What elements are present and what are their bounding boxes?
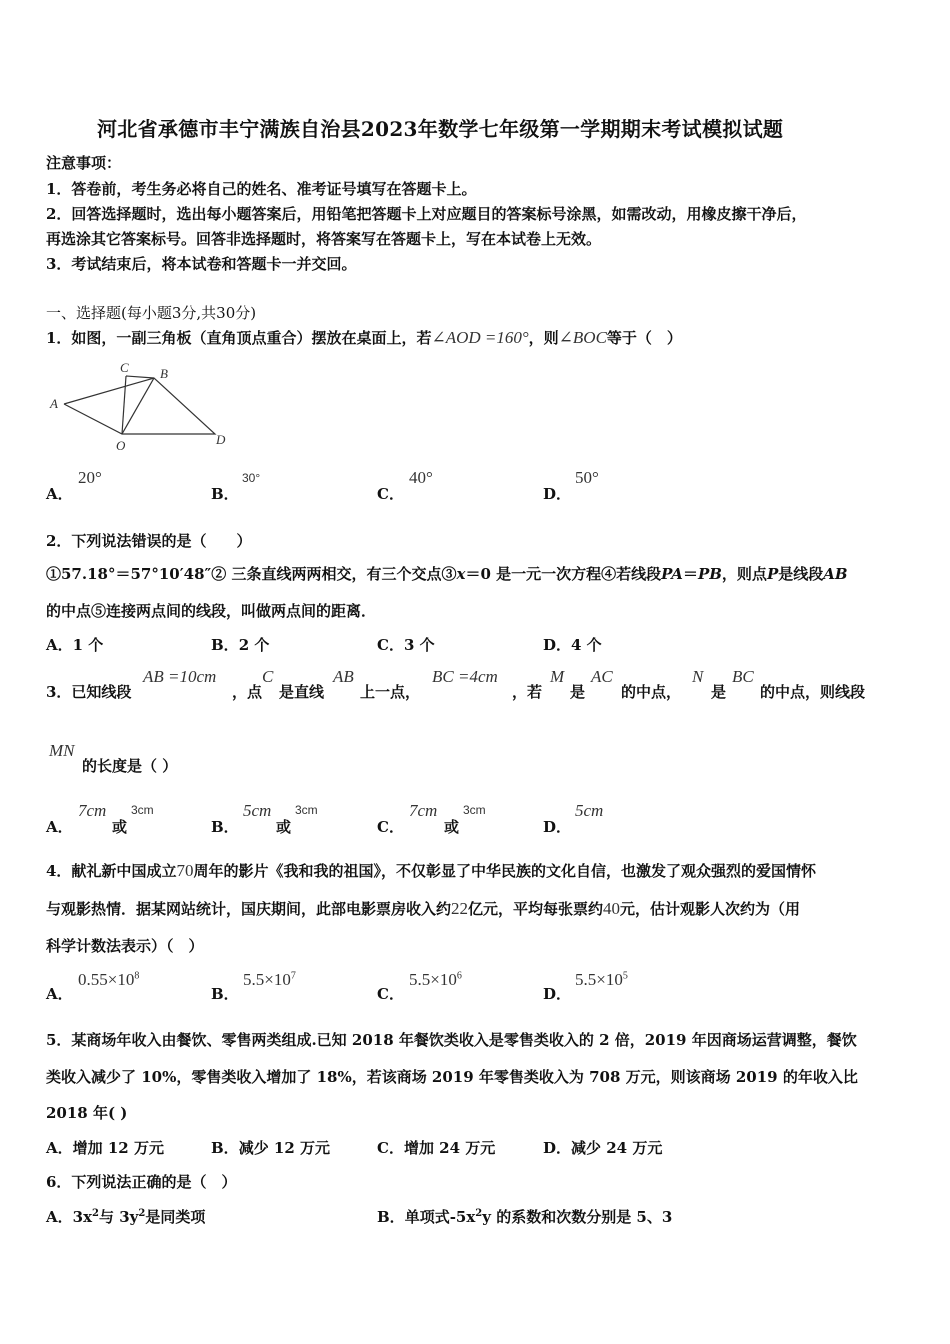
- q3-option-a-alt: 3cm: [131, 803, 154, 817]
- q4-option-d-label: D．: [543, 985, 572, 1003]
- figure-triangle-lines: [64, 378, 215, 434]
- q3-math-ac: AC: [591, 667, 613, 686]
- q3-math-n: N: [692, 667, 704, 686]
- page-title: 河北省承德市丰宁满族自治县2023年数学七年级第一学期期末考试模拟试题: [97, 117, 784, 141]
- figure-label-o: O: [116, 438, 126, 453]
- q4-option-d-value: $5.5\times 10^5$: [575, 970, 628, 989]
- q3-text-6: 是: [570, 683, 586, 701]
- q3-math-ab2: AB: [333, 667, 354, 686]
- notice-item-2-line1: 2．回答选择题时，选出每小题答案后，用铅笔把答题卡上对应题目的答案标号涂黑，如需改动，用橡皮擦干净后，: [46, 205, 807, 223]
- q3-option-d-label: D．: [543, 818, 572, 836]
- q2-option-a: A．1 个: [46, 636, 104, 654]
- figure-label-a: A: [50, 396, 58, 411]
- q3-math-ab: AB =10cm: [143, 667, 217, 686]
- q2-option-b: B．2 个: [211, 636, 270, 654]
- section-heading: 一、选择题(每小题3分,共30分): [46, 304, 257, 322]
- q1-option-d-value: 50°: [575, 468, 599, 487]
- question-1-figure: [44, 360, 244, 455]
- figure-line-oc: [122, 376, 126, 434]
- figure-label-b: B: [160, 366, 168, 381]
- q3-option-b-alt: 3cm: [295, 803, 318, 817]
- question-4-line2: 与观影热情．据某网站统计，国庆期间，此部电影票房收入约22亿元，平均每张票约40元，估计观影人次约为（用: [46, 899, 801, 918]
- notice-item-1: 1．答卷前，考生务必将自己的姓名、准考证号填写在答题卡上。: [46, 180, 477, 198]
- q1-option-c-label: C．: [377, 485, 404, 503]
- question-4-line1: 4．献礼新中国成立70周年的影片《我和我的祖国》，不仅彰显了中华民族的文化自信，也激发了观众强烈的爱国情怀: [46, 861, 816, 880]
- q3-math-mn: MN: [49, 741, 75, 760]
- question-5-line2: 类收入减少了 10%，零售类收入增加了 18%，若该商场 2019 年零售类收入为 708 万元，则该商场 2019 的年收入比: [46, 1068, 858, 1086]
- q3-text-2: ，点: [232, 683, 263, 701]
- q3-option-a-or: 或: [112, 818, 128, 836]
- q1-option-b-value: 30°: [242, 471, 261, 485]
- q2-option-d: D．4 个: [543, 636, 602, 654]
- q4-option-a-label: A．: [46, 985, 73, 1003]
- q4-option-c-label: C．: [377, 985, 404, 1003]
- q5-option-b: B．减少 12 万元: [211, 1139, 331, 1157]
- question-4-line3: 科学计数法表示）（ ）: [46, 937, 204, 955]
- q2-option-c: C．3 个: [377, 636, 435, 654]
- q3-option-d-value: 5cm: [575, 801, 604, 820]
- q3-text-8: 是: [711, 683, 727, 701]
- question-2-line2: 的中点⑤连接两点间的线段，叫做两点间的距离．: [46, 602, 377, 620]
- notice-item-3: 3．考试结束后，将本试卷和答题卡一并交回。: [46, 255, 357, 273]
- q3-text-5: ，若: [512, 683, 543, 701]
- q3-math-c: C: [262, 667, 274, 686]
- q3-math-m: M: [550, 667, 565, 686]
- q6-option-a: A．$3x^2$与 $3y^2$是同类项: [46, 1208, 206, 1226]
- q3-text-4: 上一点，: [360, 683, 421, 701]
- q3-option-a-label: A．: [46, 818, 73, 836]
- q3-option-b-label: B．: [211, 818, 239, 836]
- q3-option-b-value: 5cm: [243, 801, 272, 820]
- question-5-line1: 5．某商场年收入由餐饮、零售两类组成.已知 2018 年餐饮类收入是零售类收入的 2 倍，2019 年因商场运营调整，餐饮: [46, 1031, 857, 1049]
- q5-option-c: C．增加 24 万元: [377, 1139, 496, 1157]
- figure-line-cb: [126, 376, 154, 378]
- q3-math-bc: BC =4cm: [432, 667, 498, 686]
- q5-option-a: A．增加 12 万元: [46, 1139, 164, 1157]
- q3-option-c-alt: 3cm: [463, 803, 486, 817]
- question-5-line3: 2018 年( ): [46, 1104, 128, 1122]
- q3-option-c-label: C．: [377, 818, 404, 836]
- q3-text-10: 的长度是（ ）: [82, 757, 178, 775]
- notice-heading: 注意事项：: [46, 154, 122, 172]
- q3-text-3: 是直线: [279, 683, 325, 701]
- q3-option-b-or: 或: [276, 818, 292, 836]
- q4-option-a-value: $0.55\times 10^8$: [78, 970, 140, 989]
- notice-item-2-line2: 再选涂其它答案标号。回答非选择题时，将答案写在答题卡上，写在本试卷上无效。: [46, 230, 602, 248]
- q1-option-b-label: B．: [211, 485, 239, 503]
- q5-option-d: D．减少 24 万元: [543, 1139, 663, 1157]
- figure-label-c: C: [120, 360, 129, 375]
- q1-option-a-value: 20°: [78, 468, 102, 487]
- q4-option-b-value: $5.5\times 10^7$: [243, 970, 296, 989]
- q1-option-a-label: A．: [46, 485, 73, 503]
- q3-text-9: 的中点，则线段: [760, 683, 866, 701]
- q4-option-c-value: $5.5\times 10^6$: [409, 970, 462, 989]
- q3-text-1: 3．已知线段: [46, 683, 132, 701]
- q4-option-b-label: B．: [211, 985, 239, 1003]
- question-2-stem: 2．下列说法错误的是（ ）: [46, 532, 252, 550]
- q3-option-c-or: 或: [444, 818, 460, 836]
- q3-option-c-value: 7cm: [409, 801, 438, 820]
- question-2-line1: ①57.18°＝57°10′48″② 三条直线两两相交，有三个交点③x＝0 是一元一次方程④若线段PA＝PB，则点P是线段AB: [46, 565, 848, 583]
- q6-option-b: B．单项式$-5x^2y$ 的系数和次数分别是 5、3: [377, 1208, 673, 1226]
- figure-label-d: D: [216, 432, 226, 447]
- q1-option-c-value: 40°: [409, 468, 433, 487]
- q1-option-d-label: D．: [543, 485, 572, 503]
- question-1-stem: 1．如图，一副三角板（直角顶点重合）摆放在桌面上，若∠AOD =160°，则∠BOC等于（ ）: [46, 328, 682, 347]
- question-6-stem: 6．下列说法正确的是（ ）: [46, 1173, 237, 1191]
- q3-option-a-value: 7cm: [78, 801, 107, 820]
- q3-text-7: 的中点，: [621, 683, 682, 701]
- q3-math-bc2: BC: [732, 667, 754, 686]
